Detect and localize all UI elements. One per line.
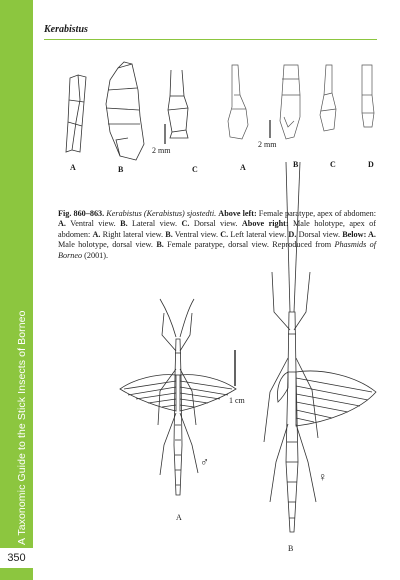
green-sidebar	[0, 0, 33, 580]
figure-caption: Fig. 860–863. Kerabistus (Kerabistus) sjostedti. Above left: Female paratype, apex of abdomen: A. Ventral view. B. Lateral view. C. Dorsal view. Above right: Male holotype, apex of abdomen: A. Right lateral view. B. Ventral view. C. Left lateral view. D. Dorsal view. Below: A. Male holotype, dorsal view. B. Female paratype, dorsal view. Reproduced from Phasmids of Borneo (2001).	[58, 209, 376, 260]
book-title: A Taxonomic Guide to the Stick Insects of Borneo	[16, 310, 28, 545]
scale-label-bottom: 1 cm	[229, 396, 245, 405]
sex-symbol-male: ♂	[200, 455, 209, 469]
scale-bar-left	[163, 124, 167, 144]
label-top-left-a: A	[70, 163, 76, 172]
scale-bar-bottom	[233, 350, 237, 386]
label-bottom-a: A	[176, 513, 182, 522]
label-top-left-b: B	[118, 165, 124, 174]
scale-bar-right	[268, 120, 272, 138]
page-number: 350	[0, 548, 33, 568]
label-top-right-d: D	[368, 160, 374, 169]
male-apex-drawings	[222, 65, 382, 165]
scale-label-right: 2 mm	[258, 140, 277, 149]
male-insect-drawing	[118, 295, 238, 515]
female-insect-drawing	[252, 162, 382, 542]
label-top-left-c: C	[192, 165, 198, 174]
label-top-right-a: A	[240, 163, 246, 172]
running-title: Kerabistus	[44, 24, 88, 35]
header-rule	[44, 39, 377, 40]
scale-label-left: 2 mm	[152, 146, 171, 155]
label-bottom-b: B	[288, 544, 294, 553]
label-top-right-b: B	[293, 160, 299, 169]
label-top-right-c: C	[330, 160, 336, 169]
sex-symbol-female: ♀	[318, 470, 327, 484]
